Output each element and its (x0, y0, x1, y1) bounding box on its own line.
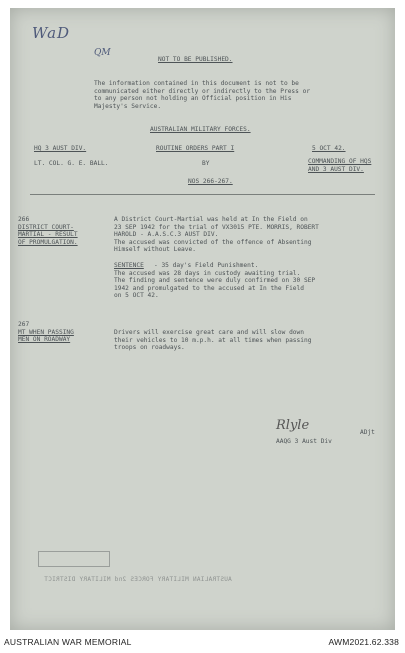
order-266-title-3: OF PROMULGATION. (18, 238, 78, 246)
classification-heading: NOT TO BE PUBLISHED. (158, 56, 233, 63)
notice-line-2: communicated either directly or indirectly to the Press or (94, 87, 311, 95)
document-sheet (10, 8, 395, 630)
sentence-label: SENTENCE (114, 262, 144, 269)
handwritten-mark: WaD (32, 24, 71, 42)
signature-rank: ADjt (360, 429, 375, 436)
footer-left: AUSTRALIAN WAR MEMORIAL (4, 637, 132, 647)
by-label: BY (202, 160, 210, 167)
signature-scrawl: Rlyle (276, 418, 310, 433)
order-date: 5 OCT 42. (312, 145, 346, 152)
sentence-line-1: - 35 day's Field Punishment. (154, 262, 259, 269)
order-267-title-2: MEN ON ROADWAY (18, 336, 71, 343)
footer-right: AWM2021.62.338 (328, 637, 399, 647)
unit-heading: HQ 3 AUST DIV. (34, 145, 87, 152)
order-266-body-5: Himself without Leave. (114, 246, 196, 253)
sentence-line-3: The finding and sentence were duly confirmed on 30 SEP (114, 277, 316, 284)
order-267-body-1: Drivers will exercise great care and will slow down (114, 329, 304, 336)
reverse-bleed-text: AUSTRALIAN MILITARY FORCES 2nd MILITARY DISTRICT (44, 576, 232, 583)
order-266-body-4: The accused was convicted of the offence of Absenting (114, 238, 312, 246)
order-267-number: 267 (18, 321, 30, 328)
order-267-title-1: MT WHEN PASSING (18, 328, 74, 336)
signature-appointment: AAQG 3 Aust Div (276, 438, 332, 445)
faint-stamp-box (38, 551, 110, 567)
sentence-line-5: on 5 OCT 42. (114, 292, 159, 299)
handwritten-mark-qm: QM (94, 48, 111, 58)
header-divider (30, 194, 375, 195)
sentence-line-2: The accused was 28 days in custody awaiting trial. (114, 269, 301, 277)
order-266-title-1: DISTRICT COURT- (18, 223, 74, 231)
force-heading: AUSTRALIAN MILITARY FORCES. (150, 126, 251, 133)
order-numbers: NOS 266-267. (188, 178, 233, 185)
command-line-2: AND 3 AUST DIV. (308, 165, 364, 173)
command-line-1: COMMANDING OF HQS (308, 158, 372, 165)
order-267-body-3: troops on roadways. (114, 344, 185, 351)
notice-line-4: Majesty's Service. (94, 102, 162, 110)
notice-line-3: to any person not holding an Official position in His (94, 95, 292, 102)
notice-line-1: The information contained in this document is not to be (94, 80, 299, 87)
order-266-body-1: A District Court-Martial was held at In the Field on (114, 216, 308, 223)
order-266-body-3: HAROLD - A.A.S.C.3 AUST DIV. (114, 231, 219, 238)
routine-orders-heading: ROUTINE ORDERS PART I (156, 145, 235, 152)
order-266-number: 266 (18, 216, 30, 223)
order-266-title-2: MARTIAL - RESULT (18, 231, 78, 238)
order-266-body-2: 23 SEP 1942 for the trial of VX3015 PTE. MORRIS, ROBERT (114, 223, 319, 231)
officer-name: LT. COL. G. E. BALL. (34, 160, 109, 167)
sentence-line-4: 1942 and promulgated to the accused at In the Field (114, 284, 304, 292)
order-267-body-2: their vehicles to 10 m.p.h. at all times when passing (114, 336, 312, 344)
